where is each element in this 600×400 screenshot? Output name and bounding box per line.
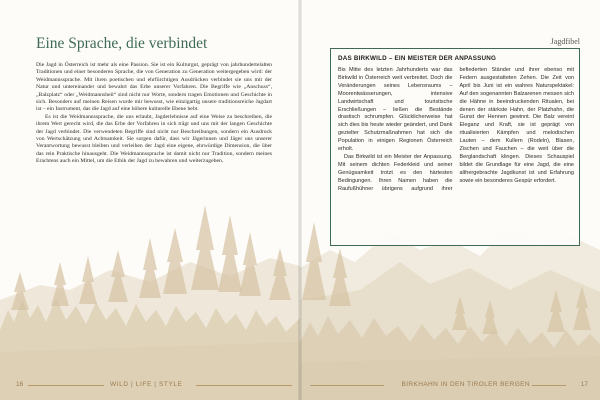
body-paragraph: Es ist die Weidmannssprache, die uns erlaubt, Jagderlebnisse auf eine Weise zu beschreiben, die ihrem Wert gerecht wird, die das Erbe der Vorfahren in sich trägt und uns mit der langen Geschichte der Jagd verbindet. Die verwendeten Begriffe sind nicht nur Beschreibungen, sondern ein Ausdruck von Wertschätzung und Achtsamkeit. Sie sorgen dafür, dass wir Jägerinnen und Jäger uns unserer Verantwortung bewusst bleiben und verleihen der Jagd eine eigene, ehrwürdige Dimension, die über das rein Praktische hinausgeht. Die Weidmannssprache ist damit nicht nur Tradition, sondern meines Erachtens auch ein Mittel, um die Ethik der Jagd zu bewahren und weiterzugeben. bbox=[36, 113, 272, 165]
running-title: WILD | LIFE | STYLE bbox=[110, 381, 183, 388]
footer-rule bbox=[196, 385, 292, 386]
section-tag: Jagdfibel bbox=[550, 37, 580, 46]
book-gutter bbox=[298, 0, 302, 400]
right-page bbox=[300, 0, 600, 400]
info-box bbox=[330, 48, 580, 246]
footer-rule bbox=[28, 385, 104, 386]
page-headline: Eine Sprache, die verbindet bbox=[36, 35, 208, 52]
footer-rule bbox=[310, 385, 384, 386]
footer-rule bbox=[532, 385, 566, 386]
info-paragraph: Das Birkwild ist ein Meister der Anpassung. Mit seinem dichten Federkleid und seiner Genügsamkeit trotzt es den härtesten Bedingungen. Ihren Namen haben die Raufußhühner übrigens aufgrund ihrer befiederten Ständer und ihrer ebenso mit Federn ausgestatteten Zehen. Die Zeit von April bis Juni ist ein wahres Naturspektakel: Auf den sogenannten Balzarenen messen sich die Hähne in beeindruckenden Ritualen, bei denen der stärkste Hahn, der Platzhahn, die Gunst der Hennen gewinnt. Die Balz vereint Eleganz und Kraft, sie ist geprägt von ritualisierten Kämpfen und melodischen Lauten – dem Kullern (Rodeln), Blasen, Zischen und Fauchen – die weit über die Berglandschaft klingen. Dieses Schauspiel bildet die Grundlage für eine Jagd, die eine althergebrachte Jagdkunst ist und Erfahrung sowie ein besonderes Gespür erfordert. bbox=[338, 67, 574, 192]
info-paragraph: Bis Mitte des letzten Jahrhunderts war das Birkwild in Österreich weit verbreitet. Doch die Veränderungen seines Lebensraums – Moorentwässerungen, intensive Landwirtschaft und touristische Erschließungen – ließen die Bestände drastisch schrumpfen. Glücklicherweise hat sich dies bis heute wieder geändert, und Dank gezielter Schutzmaßnahmen hat sich die Population in einigen Regionen Österreich erholt. bbox=[338, 67, 453, 153]
page-number: 16 bbox=[16, 381, 24, 388]
article-body bbox=[36, 62, 272, 166]
page-number: 17 bbox=[580, 381, 588, 388]
info-box-columns bbox=[338, 67, 574, 194]
body-paragraph: Die Jagd in Österreich ist mehr als eine Passion. Sie ist ein Kulturgut, geprägt von jahrhundertelalten Traditionen und einer besonderen Sprache, die von Generation zu Generation weitergegeben wird: der Weidmannssprache. Mit ihren poetischen und ehrfürchtigen Ausdrücken verbindet sie uns mit der Natur und untereinander und bewahrt das Erbe unserer Vorfahren. Die Begriffe wie „Anschuss“, „Balzplatz“ oder „Weidmannsheil“ sind nicht nur Worte, sondern tragen Emotionen und Geschichte in sich. Besonders auf meinen Reisen wurde mir bewusst, wie einzigartig unsere traditionsreiche Jagdart ist – ein Instrument, das die Jagd auf eine höhere kulturelle Ebene hebt. bbox=[36, 62, 272, 113]
info-box-title: DAS BIRKWILD – EIN MEISTER DER ANPASSUNG bbox=[338, 55, 497, 62]
running-title: BIRKHAHN IN DEN TIROLER BERGEN bbox=[401, 381, 530, 388]
